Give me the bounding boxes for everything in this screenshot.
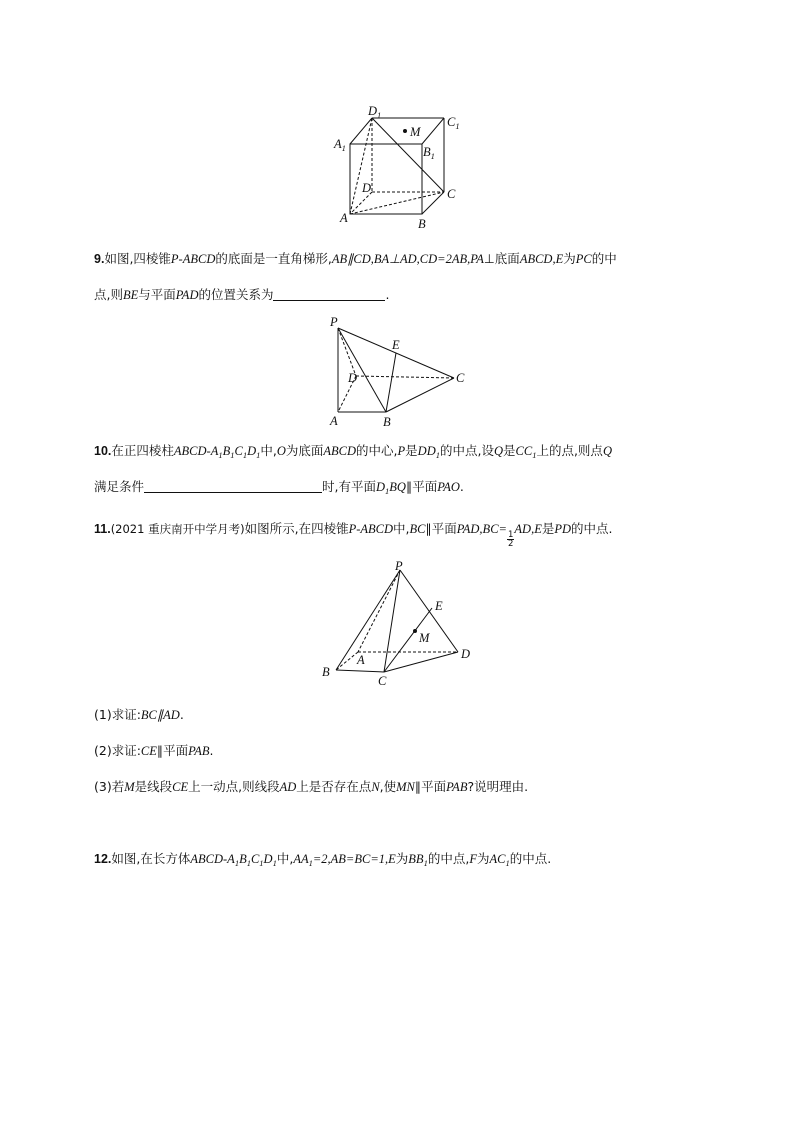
fraction-one-half: $\frac{1}{2}$ xyxy=(507,530,514,549)
label-b: B xyxy=(383,415,391,429)
label-e: E xyxy=(392,338,400,352)
question-9-line-2: 点,则BE与平面PAD的位置关系为 . xyxy=(94,287,390,302)
label-a1: $A_1$ xyxy=(334,137,346,153)
label-d: D xyxy=(348,371,358,385)
cube-figure xyxy=(330,104,470,228)
label-p: P xyxy=(395,559,403,573)
label-c1: $C_1$ xyxy=(447,115,460,131)
question-11-part-1: (1)求证:BC∥AD. xyxy=(94,707,184,722)
question-10-line-1: 10.在正四棱柱ABCD-$A_1B_1C_1D_1$中,O为底面ABCD的中心,P是$DD_1$的中点,设Q是$CC_1$上的点,则点Q xyxy=(94,443,612,460)
label-a: A xyxy=(340,211,348,225)
pyramid-figure-9 xyxy=(326,312,472,430)
label-m: M xyxy=(419,631,430,645)
question-11-line-1: 11.(2021 重庆南开中学月考)如图所示,在四棱锥P-ABCD中,BC∥平面PAD,BC= $\frac{1}{2}$ AD,E是PD的中点. xyxy=(94,521,613,549)
label-b1: $B_1$ xyxy=(423,145,435,161)
label-p: P xyxy=(330,315,338,329)
pyramid-figure-11 xyxy=(318,558,478,690)
label-d1: $D_1$ xyxy=(368,104,382,120)
label-d: D xyxy=(362,181,372,195)
question-12-line-1: 12.如图,在长方体ABCD-$A_1B_1C_1D_1$中$,AA_1=2,AB=BC=1,E$为$BB_1$的中点,F为$AC_1$的中点. xyxy=(94,851,552,868)
label-a: A xyxy=(357,653,365,667)
label-c: C xyxy=(378,674,387,688)
label-m: M xyxy=(410,125,421,139)
label-e: E xyxy=(435,599,443,613)
question-11-part-3: (3)若M是线段CE上一动点,则线段AD上是否存在点N,使MN∥平面PAB?说明理由. xyxy=(94,779,529,794)
label-a: A xyxy=(330,414,338,428)
label-b: B xyxy=(322,665,330,679)
question-11-part-2: (2)求证:CE∥平面PAB. xyxy=(94,743,214,758)
label-c: C xyxy=(447,187,456,201)
label-c: C xyxy=(456,371,465,385)
label-d: D xyxy=(461,647,471,661)
answer-blank-10[interactable] xyxy=(144,480,322,493)
question-9-line-1: 9.如图,四棱锥P-ABCD的底面是一直角梯形,AB∥CD,BA⊥AD,CD=2AB,PA⊥底面ABCD,E为PC的中 xyxy=(94,251,617,266)
question-10-line-2: 满足条件 时,有平面$D_1BQ\parallel$平面PAO. xyxy=(94,479,464,496)
label-b: B xyxy=(418,217,426,228)
answer-blank-9[interactable] xyxy=(273,288,385,301)
